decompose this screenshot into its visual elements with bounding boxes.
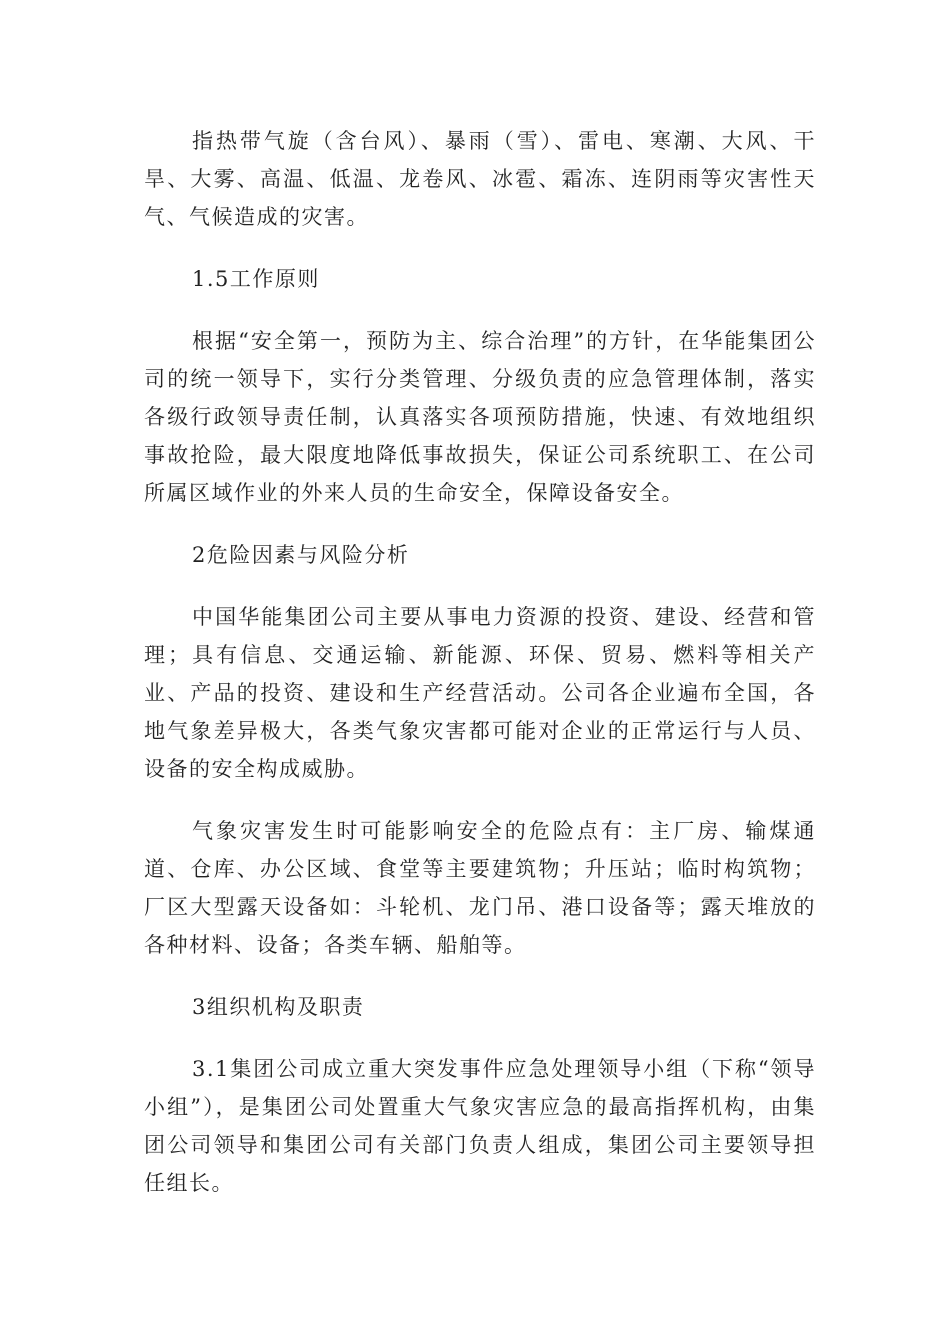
document-body (144, 122, 816, 1226)
paragraph-leadership-group: 3.1集团公司成立重大突发事件应急处理领导小组（下称“领导小组”），是集团公司处置重大气象灾害应急的最高指挥机构，由集团公司领导和集团公司有关部门负责人组成，集团公司主要领导担任组长。 (144, 1057, 816, 1195)
paragraph-work-principles: 根据“安全第一，预防为主、综合治理”的方针，在华能集团公司的统一领导下，实行分类管理、分级负责的应急管理体制，落实各级行政领导责任制，认真落实各项预防措施，快速、有效地组织事故抢险，最大限度地降低事故损失，保证公司系统职工、在公司所属区域作业的外来人员的生命安全，保障设备安全。 (144, 329, 816, 505)
paragraph-disaster-definition: 指热带气旋（含台风）、暴雨（雪）、雷电、寒潮、大风、干旱、大雾、高温、低温、龙卷风、冰雹、霜冻、连阴雨等灾害性天气、气候造成的灾害。 (144, 129, 816, 229)
section-heading-2: 2危险因素与风险分析 (192, 543, 410, 567)
paragraph-company-overview: 中国华能集团公司主要从事电力资源的投资、建设、经营和管理；具有信息、交通运输、新能源、环保、贸易、燃料等相关产业、产品的投资、建设和生产经营活动。公司各企业遍布全国，各地气象差异极大，各类气象灾害都可能对企业的正常运行与人员、设备的安全构成威胁。 (144, 605, 816, 781)
paragraph-hazard-points: 气象灾害发生时可能影响安全的危险点有：主厂房、输煤通道、仓库、办公区域、食堂等主要建筑物；升压站；临时构筑物；厂区大型露天设备如：斗轮机、龙门吊、港口设备等；露天堆放的各种材料、设备；各类车辆、船舶等。 (144, 819, 816, 957)
section-heading-3: 3组织机构及职责 (192, 995, 365, 1019)
section-heading-1-5: 1.5工作原则 (192, 267, 320, 291)
